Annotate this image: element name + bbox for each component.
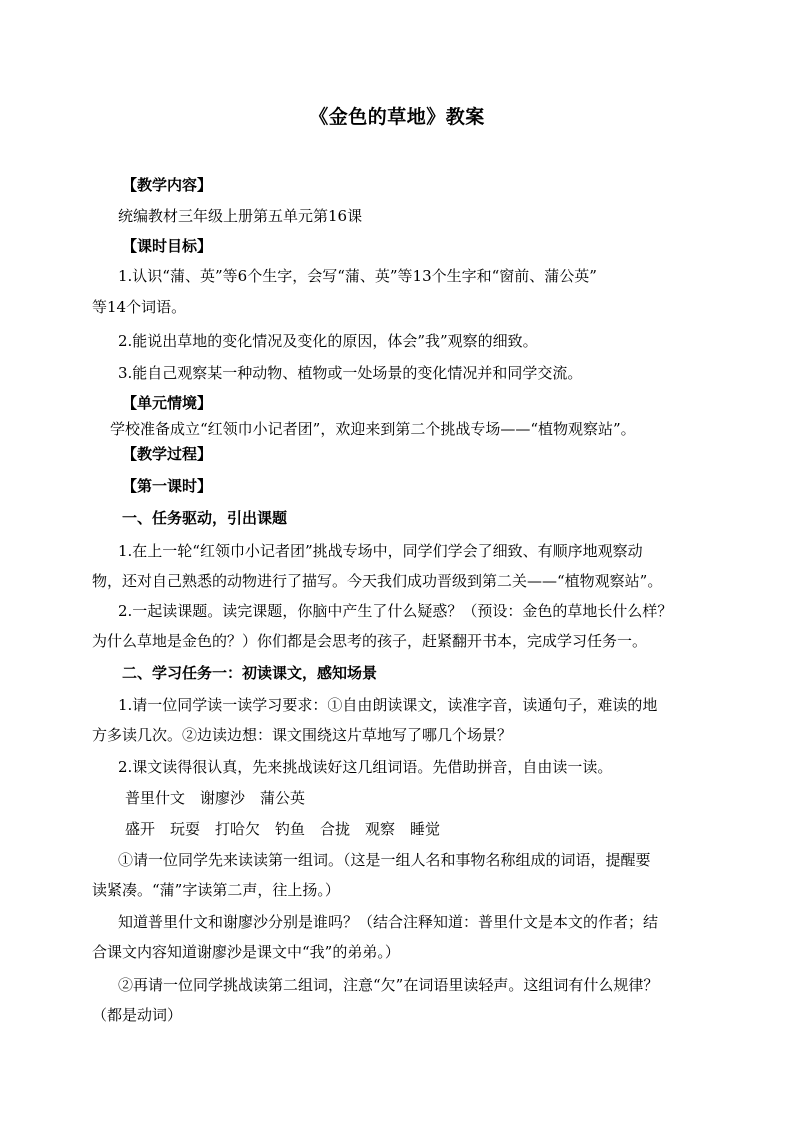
paragraph-line: 统编教材三年级上册第五单元第16课 (118, 207, 363, 225)
paragraph-line: 物，还对自己熟悉的动物进行了描写。今天我们成功晋级到第二关——“植物观察站”。 (92, 572, 663, 590)
paragraph-line: 合课文内容知道谢廖沙是课文中“我”的弟弟。） (92, 943, 400, 961)
word-list-line: 普里什文 谢廖沙 蒲公英 (125, 789, 306, 807)
paragraph-line: 知道普里什文和谢廖沙分别是谁吗？（结合注释知道：普里什文是本文的作者；结 (118, 913, 659, 931)
section-heading-process: 【教学过程】 (122, 445, 213, 463)
paragraph-line: 为什么草地是金色的？）你们都是会思考的孩子，赶紧翻开书本，完成学习任务一。 (92, 632, 648, 650)
section-heading-goals: 【课时目标】 (122, 237, 213, 255)
paragraph-line: 2.课文读得很认真，先来挑战读好这几组词语。先借助拼音，自由读一读。 (118, 758, 613, 776)
paragraph-line: 2.能说出草地的变化情况及变化的原因，体会”我”观察的细致。 (118, 332, 538, 350)
section-heading-content: 【教学内容】 (122, 176, 213, 194)
paragraph-line: 2.一起读课题。读完课题，你脑中产生了什么疑惑？（预设：金色的草地长什么样？ (118, 602, 673, 620)
paragraph-line: ②再请一位同学挑战读第二组词，注意“欠”在词语里读轻声。这组词有什么规律？ (118, 976, 659, 994)
subsection-heading: 一、任务驱动，引出课题 (122, 509, 288, 527)
paragraph-line: ①请一位同学先来读读第一组词。（这是一组人名和事物名称组成的词语，提醒要 (118, 851, 651, 869)
paragraph-line: 3.能自己观察某一种动物、植物或一处场景的变化情况并和同学交流。 (118, 364, 583, 382)
paragraph-line: 读紧凑。“蒲”字读第二声，往上扬。） (92, 881, 340, 899)
paragraph-line: 等14个词语。 (92, 298, 187, 316)
section-heading-lesson-one: 【第一课时】 (122, 477, 213, 495)
paragraph-line: （都是动词） (92, 1006, 183, 1024)
section-heading-scenario: 【单元情境】 (122, 394, 213, 412)
paragraph-line: 方多读几次。②边读边想：课文围绕这片草地写了哪几个场景？ (92, 726, 513, 744)
paragraph-line: 1.请一位同学读一读学习要求：①自由朗读课文，读准字音，读通句子，难读的地 (118, 696, 658, 714)
subsection-heading: 二、学习任务一：初读课文，感知场景 (122, 664, 378, 682)
paragraph-line: 1.在上一轮“红领巾小记者团”挑战专场中，同学们学会了细致、有顺序地观察动 (118, 542, 643, 560)
document-title: 《金色的草地》教案 (309, 106, 485, 128)
word-list-line: 盛开 玩耍 打哈欠 钓鱼 合拢 观察 睡觉 (125, 820, 441, 838)
paragraph-line: 1.认识“蒲、英”等6个生字，会写“蒲、英”等13个生字和“窗前、蒲公英” (118, 267, 597, 285)
paragraph-line: 学校准备成立“红领巾小记者团”，欢迎来到第二个挑战专场——“植物观察站”。 (110, 420, 636, 438)
